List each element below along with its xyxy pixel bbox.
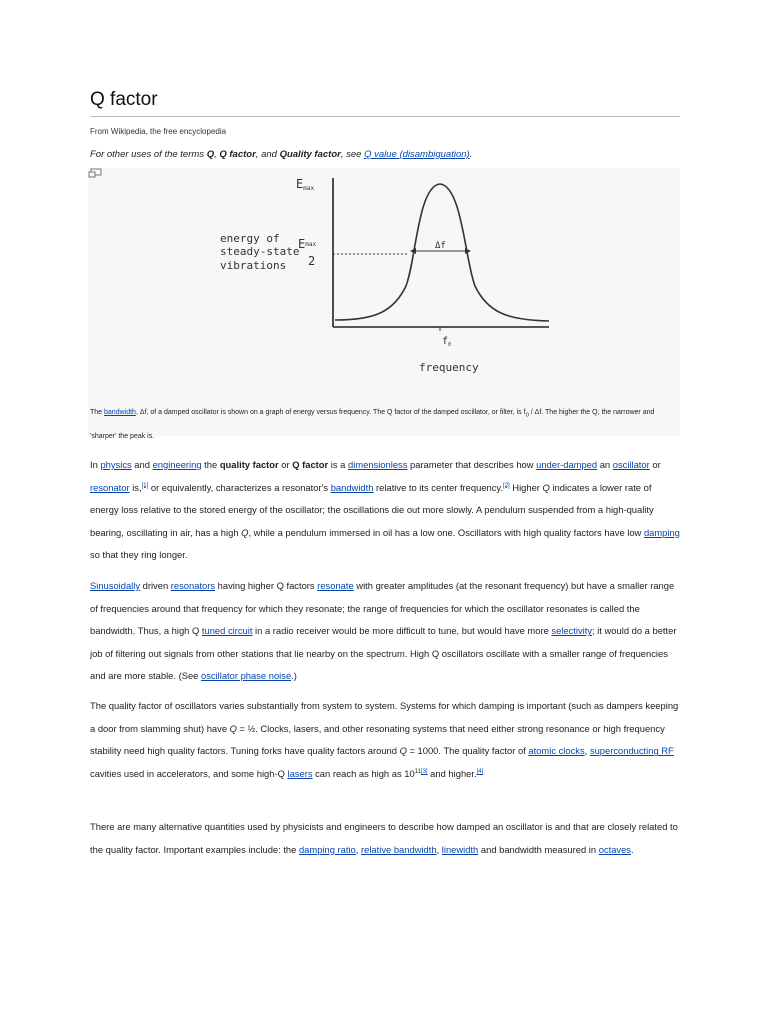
paragraph-intro: In physics and engineering the quality factor or Q factor is a dimensionless parameter that describes how under-damped an oscillator or resonator is,[1] or equivalently, characterizes a resonator's bandwidth relative to its center frequency.[2] Higher Q indicates a lower rate of energy loss relative to the stored energy of the oscillator; the oscillations die out more slowly. A pendulum suspended from a high-quality bearing, oscillating in air, has a high Q, while a pendulum immersed in oil has a low one. Oscillators with high quality factors have low damping so that they ring longer. bbox=[90, 459, 680, 561]
fraction-half: ½ bbox=[247, 723, 256, 734]
physics-link[interactable]: physics bbox=[100, 459, 132, 470]
caption-text: / Δf. The higher the Q, the narrower and 'sharper' the peak is. bbox=[90, 409, 655, 441]
paragraph-quality-values: The quality factor of oscillators varies substantially from system to system. Systems for which damping is important (such as dampers keeping a door from slamming shut) have Q = ½. Clocks, lasers, and other resonating systems that need either strong resonance or high frequency stability need high quality factors. Tuning forks have quality factors around Q = 1000. The quality factor of atomic clocks, superconducting RF cavities used in accelerators, and some high-Q lasers can reach as high as $10^{11[3]}$ and higher.[4] bbox=[90, 700, 679, 779]
paragraph-resonance: Sinusoidally driven resonators having higher Q factors resonate with greater amplitudes (at the resonant frequency) but have a smaller range of frequencies around that frequency for which they resonate; the range of frequencies for which the oscillator resonates is called the bandwidth. Thus, a high Q tuned circuit in a radio receiver would be more difficult to tune, but would have more selectivity; it would do a better job of filtering out signals from other stations that lie nearby on the spectrum. High Q oscillators oscillate with a smaller range of frequencies and are more stable. (See oscillator phase noise.) bbox=[90, 580, 677, 682]
dimensionless-link[interactable]: dimensionless bbox=[348, 459, 408, 470]
page-title: Q factor bbox=[90, 88, 680, 117]
hatnote-text: For other uses of the terms bbox=[90, 149, 207, 160]
linewidth-link[interactable]: linewidth bbox=[441, 843, 479, 855]
hatnote-term: Q factor bbox=[219, 149, 256, 160]
resonance-curve bbox=[335, 184, 549, 321]
damping-ratio-link[interactable]: damping ratio bbox=[298, 843, 356, 855]
resonate-link[interactable]: resonate bbox=[317, 580, 354, 591]
caption-text: The bbox=[90, 409, 105, 416]
resonator-link[interactable]: resonator bbox=[90, 481, 130, 493]
y-axis-label-3: vibrations bbox=[220, 259, 287, 272]
figure-caption bbox=[90, 402, 670, 447]
tuned-circuit-link[interactable]: tuned circuit bbox=[201, 625, 253, 637]
bandwidth-link-2[interactable]: bandwidth bbox=[330, 481, 374, 493]
bandwidth-link[interactable]: bandwidth bbox=[104, 409, 136, 416]
figure-thumbnail bbox=[88, 168, 680, 441]
hatnote-text: , and bbox=[255, 149, 280, 160]
half-max-label: Emax bbox=[298, 237, 317, 251]
exponent: 11 bbox=[414, 768, 421, 775]
caption-subscript: 0 bbox=[525, 412, 529, 419]
hatnote-text: , bbox=[214, 149, 220, 160]
sinusoidally-link[interactable]: Sinusoidally bbox=[90, 580, 141, 591]
reference-2-link[interactable]: [2] bbox=[503, 482, 510, 489]
reference-1-link[interactable]: [1] bbox=[141, 482, 149, 489]
oscillator-link[interactable]: oscillator bbox=[612, 459, 650, 470]
lasers-link[interactable]: lasers bbox=[287, 767, 313, 779]
disambiguation-link[interactable]: Q value (disambiguation) bbox=[364, 149, 470, 160]
hatnote bbox=[90, 149, 472, 160]
bold-term: quality factor bbox=[219, 459, 279, 470]
superconducting-rf-link[interactable]: superconducting RF bbox=[589, 745, 674, 757]
caption-text: , Δf, of a damped oscillator is shown on a graph of energy versus frequency. The Q factor of the damped oscillator, or filter, is f bbox=[135, 409, 526, 416]
hatnote-term: Quality factor bbox=[279, 149, 341, 160]
damping-link[interactable]: damping bbox=[643, 526, 680, 538]
resonance-curve-diagram[interactable] bbox=[88, 168, 680, 398]
engineering-link[interactable]: engineering bbox=[152, 459, 202, 470]
octaves-link[interactable]: octaves bbox=[598, 843, 631, 855]
hatnote-text: , see bbox=[340, 149, 365, 160]
selectivity-link[interactable]: selectivity bbox=[551, 625, 593, 637]
bandwidth-label: Δf bbox=[435, 241, 446, 251]
site-subtitle: From Wikipedia, the free encyclopedia bbox=[90, 127, 227, 136]
reference-4-link[interactable]: [4] bbox=[476, 768, 484, 775]
atomic-clocks-link[interactable]: atomic clocks bbox=[528, 745, 585, 757]
reference-3-link[interactable]: [3] bbox=[420, 768, 428, 775]
f0-label: $f_0$ bbox=[442, 336, 452, 348]
y-axis-label-2: steady-state bbox=[220, 245, 300, 258]
paragraph-alternatives: There are many alternative quantities used by physicists and engineers to describe how damped an oscillator is and that are closely related to the quality factor. Important examples include: the damping ratio, relative bandwidth, linewidth and bandwidth measured in octaves. bbox=[90, 821, 678, 855]
x-axis-label: frequency bbox=[419, 361, 479, 374]
emax-label: Emax bbox=[296, 177, 315, 192]
enlarge-icon[interactable] bbox=[88, 168, 102, 178]
hatnote-text: . bbox=[469, 149, 473, 160]
underdamped-link[interactable]: under-damped bbox=[536, 459, 598, 470]
bold-term: Q factor bbox=[292, 459, 329, 470]
half-max-denominator: 2 bbox=[308, 254, 316, 268]
hatnote-term: Q bbox=[206, 149, 215, 160]
phase-noise-link[interactable]: oscillator phase noise bbox=[201, 670, 292, 682]
y-axis-label-1: energy of bbox=[220, 232, 280, 245]
resonators-link[interactable]: resonators bbox=[170, 580, 216, 591]
relative-bandwidth-link[interactable]: relative bandwidth bbox=[361, 843, 437, 855]
